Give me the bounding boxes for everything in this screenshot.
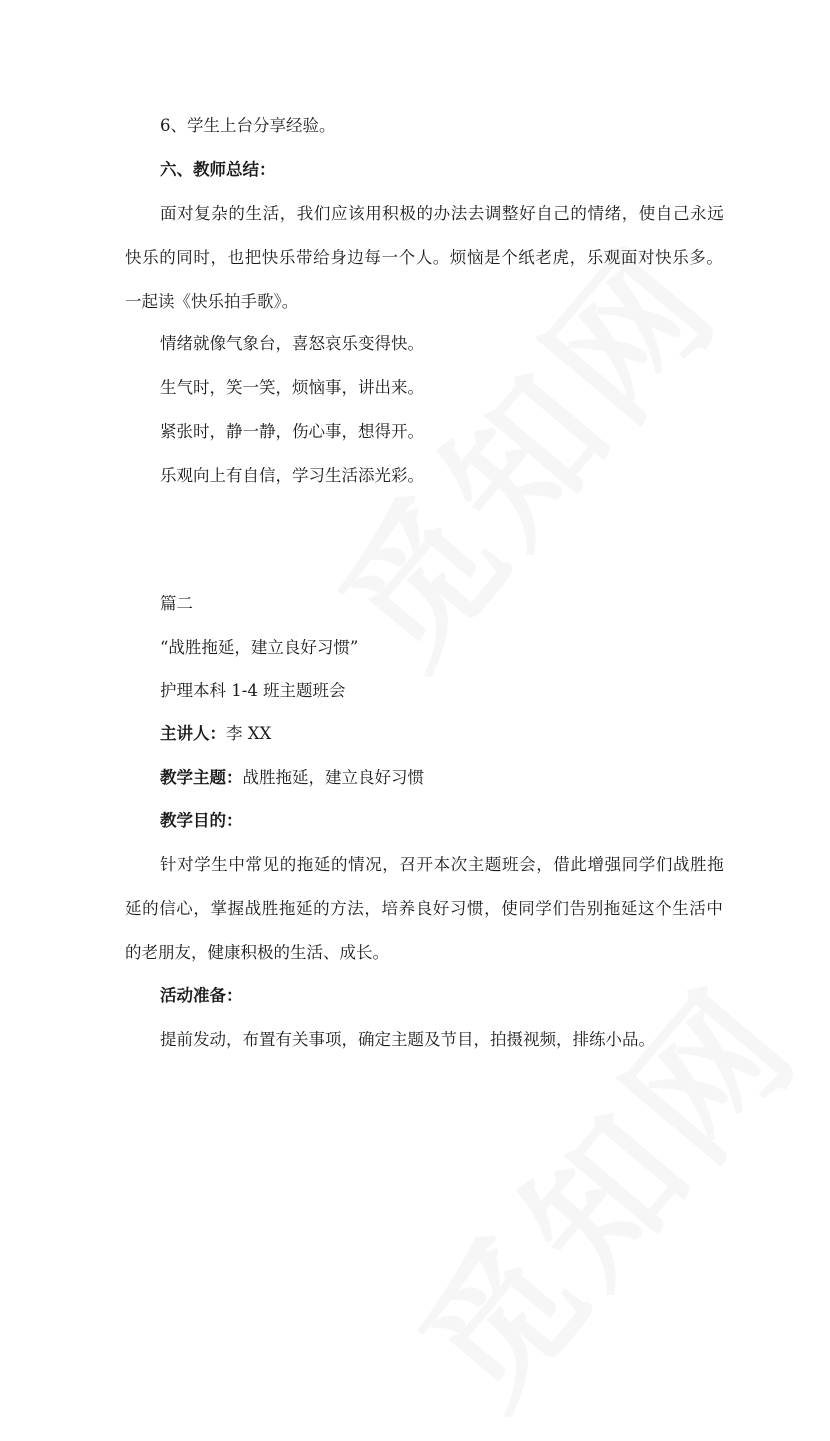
speaker-line bbox=[160, 724, 271, 744]
prep-text: 提前发动，布置有关事项，确定主题及节目，拍摄视频，排练小品。 bbox=[160, 1030, 655, 1049]
step-6-text: 6、学生上台分享经验。 bbox=[160, 116, 336, 135]
goal-paragraph-line: 延的信心，掌握战胜拖延的方法，培养良好习惯，使同学们告别拖延这个生活中 bbox=[125, 899, 724, 918]
summary-paragraph-line: 快乐的同时，也把快乐带给身边每一个人。烦恼是个纸老虎，乐观面对快乐多。 bbox=[125, 248, 724, 267]
theme-line bbox=[160, 768, 424, 788]
prep-heading: 活动准备： bbox=[160, 986, 243, 1005]
part-label: 篇二 bbox=[160, 594, 193, 613]
song-line: 生气时，笑一笑，烦恼事，讲出来。 bbox=[160, 378, 424, 397]
goal-paragraph-line: 针对学生中常见的拖延的情况，召开本次主题班会，借此增强同学们战胜拖 bbox=[160, 855, 725, 874]
theme-value: 战胜拖延，建立良好习惯 bbox=[242, 768, 424, 787]
speaker-label: 主讲人： bbox=[160, 724, 226, 743]
class-line: 护理本科 1-4 班主题班会 bbox=[160, 681, 346, 700]
goal-heading: 教学目的： bbox=[160, 811, 243, 830]
part-title: “战胜拖延，建立良好习惯” bbox=[160, 638, 359, 657]
song-line: 紧张时，静一静，伤心事，想得开。 bbox=[160, 422, 424, 441]
section-heading-teacher-summary: 六、教师总结： bbox=[160, 160, 276, 179]
goal-paragraph-line: 的老朋友，健康积极的生活、成长。 bbox=[125, 943, 389, 962]
song-line: 情绪就像气象台，喜怒哀乐变得快。 bbox=[160, 334, 424, 353]
watermark bbox=[363, 935, 830, 1441]
theme-label: 教学主题： bbox=[160, 768, 243, 787]
summary-paragraph-line: 一起读《快乐拍手歌》。 bbox=[125, 292, 299, 311]
watermark bbox=[283, 195, 757, 702]
speaker-value: 李 XX bbox=[226, 724, 272, 743]
song-line: 乐观向上有自信，学习生活添光彩。 bbox=[160, 466, 424, 485]
summary-paragraph-line: 面对复杂的生活，我们应该用积极的办法去调整好自己的情绪，使自己永远 bbox=[160, 204, 725, 223]
